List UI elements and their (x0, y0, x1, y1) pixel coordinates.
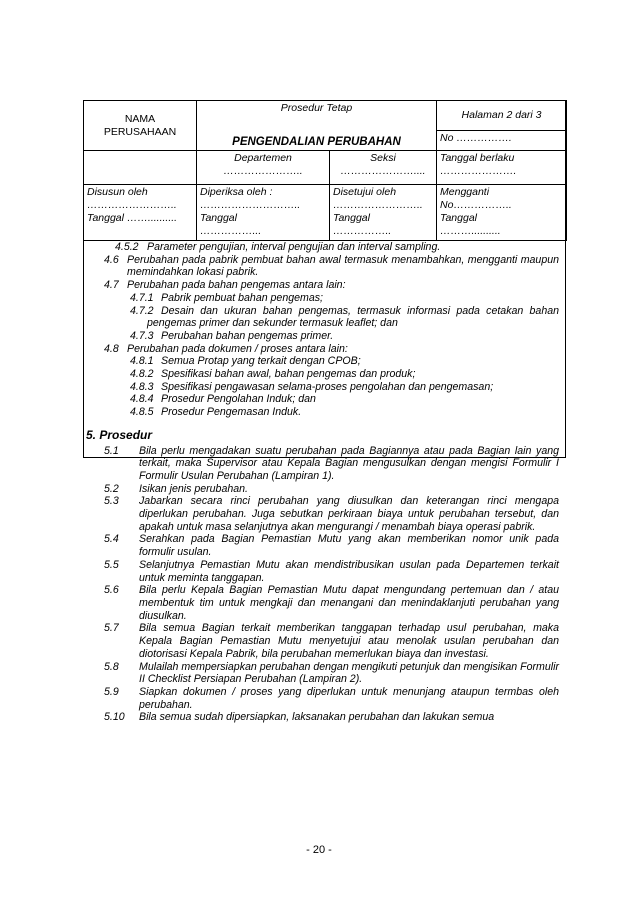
disetujui-dots: …………………….. (333, 199, 423, 211)
section-5-title: 5. Prosedur (86, 427, 153, 442)
item-text: Pabrik pembuat bahan pengemas; (161, 291, 323, 304)
dept-label: Departemen (234, 152, 292, 164)
step-text: Serahkan pada Bagian Pemastian Mutu yang akan memberikan nomor unik pada formulir usulan. (139, 533, 559, 559)
disetujui-tanggal: Tanggal (333, 212, 370, 224)
step-text: Jabarkan secara rinci perubahan yang diusulkan dan keterangan rinci mengapa diperlukan perubahan. Juga sebutkan perkiraan biaya untuk perubahan tersebut, dan apakah untuk masa selanjutnya akan mengurangi / menambah biaya operasi pabrik. (139, 495, 559, 533)
diperiksa-cell (197, 185, 330, 241)
item-text: Perubahan pada pabrik pembuat bahan awal termasuk menambahkan, mengganti maupun memindahkan lokasi pabrik. (127, 253, 559, 279)
seksi-label: Seksi (370, 152, 396, 164)
list-item (84, 279, 565, 292)
step-text: Isikan jenis perubahan. (139, 482, 248, 495)
list-item (84, 292, 565, 305)
page-number: - 20 - (306, 844, 332, 856)
tanggal-berlaku-dots: …………………. (440, 165, 517, 177)
document-frame (83, 100, 566, 724)
tanggal-berlaku-label: Tanggal berlaku (440, 152, 515, 164)
list-item (84, 343, 565, 356)
item-number: 4.7 (104, 279, 119, 292)
company-line1: NAMA (124, 112, 156, 125)
list-item (84, 355, 565, 368)
step-number: 5.7 (104, 622, 119, 635)
protap-label: Prosedur Tetap (280, 102, 353, 114)
disetujui-tanggal-dots: …………….. (333, 225, 392, 237)
item-number: 4.6 (104, 253, 119, 266)
item-text: Spesifikasi bahan awal, bahan pengemas dan produk; (161, 368, 416, 381)
step-number: 5.10 (104, 711, 125, 724)
company-line2: PERUSAHAAN (103, 125, 177, 138)
disetujui-cell (330, 185, 437, 241)
steps-list (84, 445, 565, 724)
item-number: 4.8 (104, 342, 119, 355)
document-header-table (83, 100, 567, 241)
diperiksa-dots: ……………………….. (200, 199, 301, 211)
step-item (84, 495, 565, 533)
document-title: PENGENDALIAN PERUBAHAN (232, 136, 401, 148)
list-item (84, 406, 565, 419)
step-text: Bila semua sudah dipersiapkan, laksanakan perubahan dan lakukan semua (139, 711, 495, 724)
step-item (84, 533, 565, 558)
item-text: Spesifikasi pengawasan selama-proses pengolahan dan pengemasan; (161, 380, 494, 393)
item-text: Perubahan pada bahan pengemas antara lain: (127, 279, 346, 292)
list-item (84, 254, 565, 279)
items-list (84, 241, 565, 419)
mengganti-tanggal-dots: ……….......... (440, 225, 501, 237)
page-info-cell (437, 101, 567, 131)
item-number: 4.7.1 (130, 291, 154, 304)
disusun-label: Disusun oleh (87, 186, 148, 198)
item-number: 4.7.3 (130, 329, 154, 342)
disusun-tanggal: Tanggal …….......... (87, 212, 178, 224)
step-number: 5.5 (104, 558, 119, 571)
step-text: Selanjutnya Pemastian Mutu akan mendistribusikan usulan pada Departemen terkait untuk meminta tanggapan. (139, 558, 559, 584)
disetujui-label: Disetujui oleh (333, 186, 397, 198)
list-item (84, 330, 565, 343)
no-cell (437, 131, 567, 151)
item-number: 4.8.4 (130, 393, 154, 406)
item-number: 4.5.2 (115, 241, 139, 253)
list-item (84, 368, 565, 381)
mengganti-no: No…………….. (440, 199, 512, 211)
item-text: Prosedur Pengolahan Induk; dan (161, 393, 316, 406)
step-item (84, 686, 565, 711)
seksi-dots: ………………….... (340, 165, 426, 177)
disusun-dots: …………………….. (87, 199, 177, 211)
seksi-cell (330, 151, 437, 185)
item-number: 4.8.5 (130, 406, 154, 419)
list-item (84, 305, 565, 330)
company-cell-bottom (84, 151, 197, 185)
step-number: 5.9 (104, 685, 119, 698)
dept-dots: ………………….. (223, 165, 303, 177)
step-text: Mulailah mempersiapkan perubahan dengan mengikuti petunjuk dan mengisikan Formulir II Checklist Persiapan Perubahan (Lampiran 2). (139, 660, 559, 686)
list-item (84, 241, 565, 254)
title-cell (197, 131, 437, 151)
item-text: Perubahan pada dokumen / proses antara lain: (127, 342, 348, 355)
step-item (84, 661, 565, 686)
step-item (84, 584, 565, 622)
step-text: Bila semua Bagian terkait memberikan tanggapan terhadap usul perubahan, maka Kepala Bagian Pemastian Mutu menyetujui atau menolak usulan perubahan dan diotorisasi Kepala Pabrik, bila perubahan memerlukan biaya dan investasi. (139, 622, 559, 660)
list-item (84, 381, 565, 394)
step-text: Siapkan dokumen / proses yang diperlukan untuk menunjang ataupun termbas oleh perubahan. (139, 685, 559, 711)
item-number: 4.8.3 (130, 380, 154, 393)
step-item (84, 483, 565, 496)
step-number: 5.8 (104, 660, 119, 673)
step-number: 5.2 (104, 482, 119, 495)
protap-cell (197, 101, 437, 131)
diperiksa-tanggal: Tanggal (200, 212, 237, 224)
mengganti-label: Mengganti (440, 186, 490, 198)
page-info: Halaman 2 dari 3 (461, 109, 542, 121)
step-item (84, 445, 565, 483)
step-number: 5.3 (104, 495, 119, 508)
dept-cell (197, 151, 330, 185)
item-number: 4.8.1 (130, 355, 154, 368)
tanggal-berlaku-cell (437, 151, 567, 185)
list-item (84, 393, 565, 406)
company-cell (84, 101, 197, 151)
mengganti-cell (437, 185, 567, 241)
step-number: 5.4 (104, 533, 119, 546)
item-number: 4.7.2 (130, 304, 154, 317)
item-text: Perubahan bahan pengemas primer. (161, 329, 334, 342)
disusun-cell (84, 185, 197, 241)
diperiksa-label: Diperiksa oleh : (200, 186, 273, 198)
step-item (84, 559, 565, 584)
item-number: 4.8.2 (130, 368, 154, 381)
item-text: Parameter pengujian, interval pengujian dan interval sampling. (147, 241, 441, 253)
step-item (84, 711, 565, 724)
step-text: Bila perlu Kepala Bagian Pemastian Mutu dapat mengundang pertemuan dan / atau membentuk tim untuk mengkaji dan menangani dan menindaklanjuti perubahan yang diusulkan. (139, 584, 559, 622)
step-item (84, 622, 565, 660)
item-text: Desain dan ukuran bahan pengemas, termasuk informasi pada cetakan bahan pengemas primer dan sekunder termasuk leaflet; dan (147, 304, 559, 330)
step-text: Bila perlu mengadakan suatu perubahan pada Bagiannya atau pada Bagian lain yang terkait, maka Supervisor atau Kepala Bagian mengusulkan dengan mengisi Formulir I Formulir Usulan Perubahan (Lampiran 1). (139, 444, 559, 482)
step-number: 5.1 (104, 444, 119, 457)
no-field: No ……………. (440, 132, 512, 144)
mengganti-tanggal: Tanggal (440, 212, 477, 224)
document-body (84, 241, 565, 724)
item-text: Prosedur Pengemasan Induk. (161, 406, 302, 419)
step-number: 5.6 (104, 584, 119, 597)
diperiksa-tanggal-dots: ……………... (200, 225, 262, 237)
item-text: Semua Protap yang terkait dengan CPOB; (161, 355, 361, 368)
